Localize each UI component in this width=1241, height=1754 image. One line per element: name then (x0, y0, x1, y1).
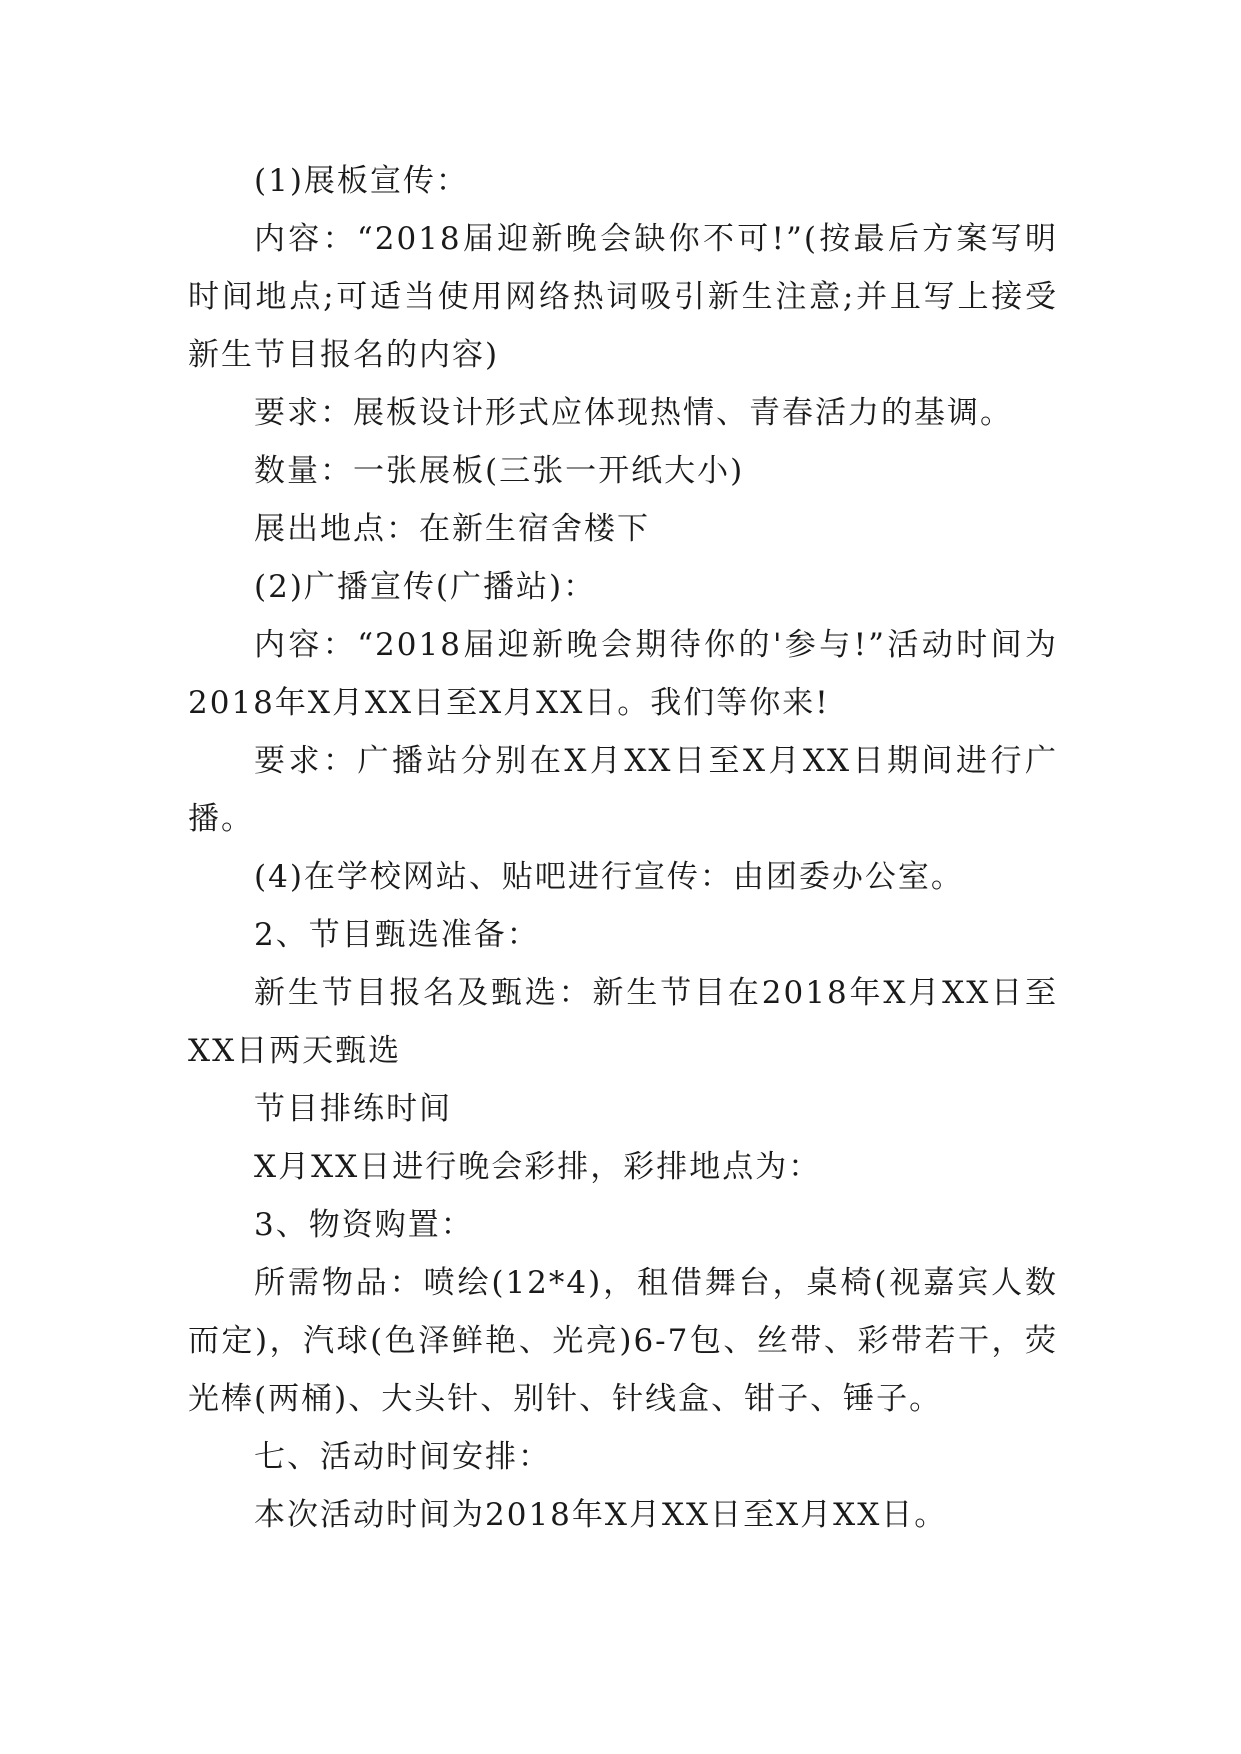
paragraph-10: 2、节目甄选准备： (254, 917, 540, 953)
paragraph-2: 内容：“2018届迎新晚会缺你不可!”(按最后方案写明时间地点;可适当使用网络热词吸引新生注意;并且写上接受新生节目报名的内容) (188, 221, 1058, 373)
paragraph-4: 数量：一张展板(三张一开纸大小) (254, 453, 745, 489)
paragraph-9: (4)在学校网站、贴吧进行宣传：由团委办公室。 (254, 859, 964, 895)
paragraph-16: 七、活动时间安排： (254, 1439, 551, 1475)
paragraph-13: X月XX日进行晚会彩排，彩排地点为： (254, 1149, 822, 1185)
paragraph-14: 3、物资购置： (254, 1207, 474, 1243)
paragraph-8: 要求：广播站分别在X月XX日至X月XX日期间进行广播。 (188, 743, 1058, 837)
document-body (188, 152, 1058, 1544)
paragraph-12: 节目排练时间 (254, 1091, 452, 1127)
paragraph-1: (1)展板宣传： (254, 163, 469, 199)
paragraph-5: 展出地点：在新生宿舍楼下 (254, 511, 650, 547)
paragraph-17: 本次活动时间为2018年X月XX日至X月XX日。 (254, 1497, 948, 1533)
paragraph-15: 所需物品：喷绘(12*4)，租借舞台，桌椅(视嘉宾人数而定)，汽球(色泽鲜艳、光亮)6-7包、丝带、彩带若干，荧光棒(两桶)、大头针、别针、针线盒、钳子、锤子。 (188, 1265, 1058, 1417)
paragraph-7: 内容：“2018届迎新晚会期待你的'参与!”活动时间为2018年X月XX日至X月XX日。我们等你来! (188, 627, 1058, 721)
paragraph-3: 要求：展板设计形式应体现热情、青春活力的基调。 (254, 395, 1013, 431)
paragraph-11: 新生节目报名及甄选：新生节目在2018年X月XX日至XX日两天甄选 (188, 975, 1058, 1069)
paragraph-6: (2)广播宣传(广播站)： (254, 569, 597, 605)
